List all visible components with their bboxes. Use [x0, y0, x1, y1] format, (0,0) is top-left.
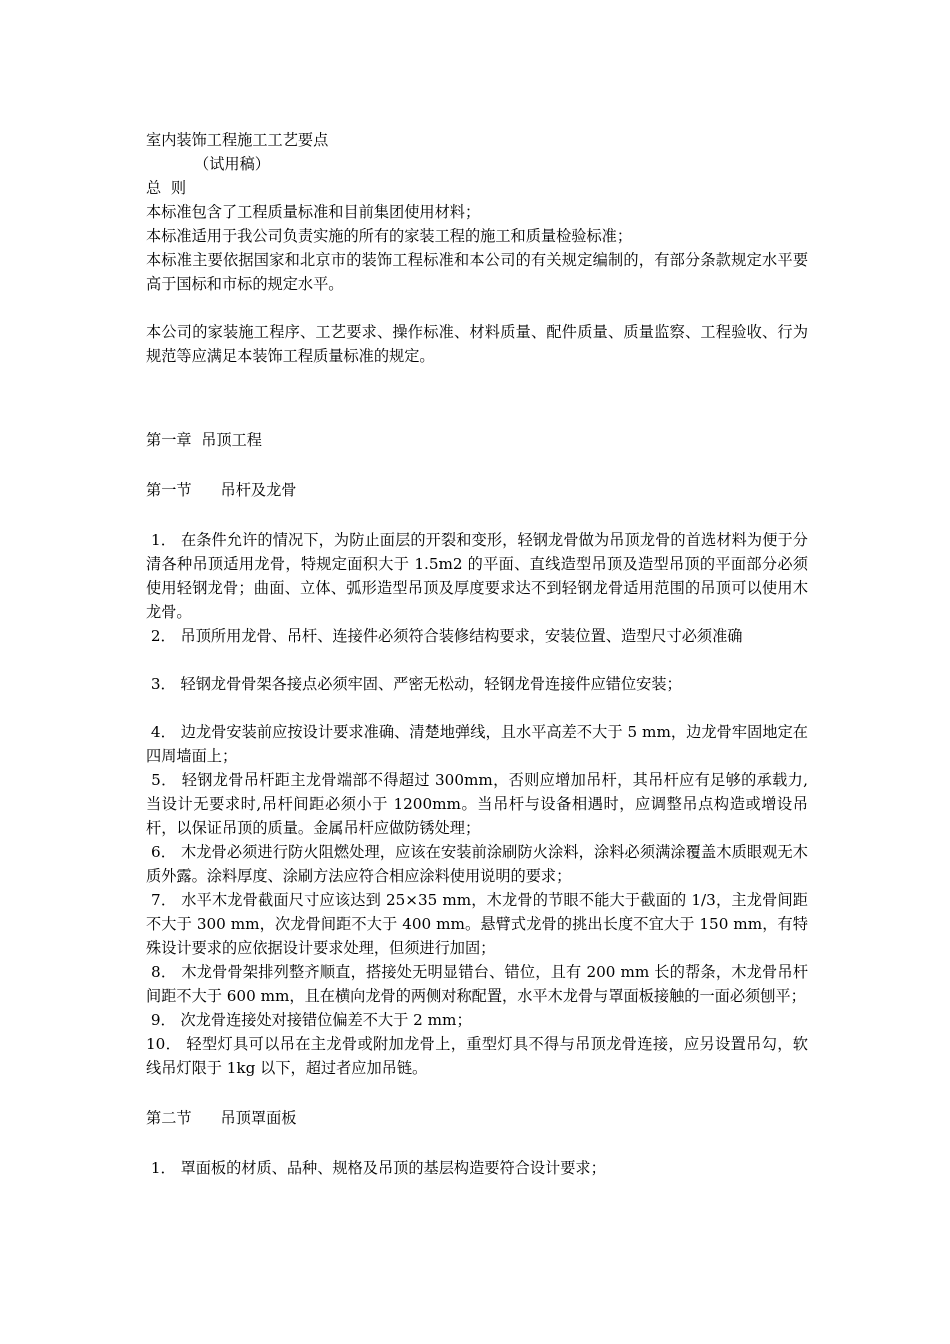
- list-item: 1． 罩面板的材质、品种、规格及吊顶的基层构造要符合设计要求；: [146, 1159, 606, 1177]
- list-item: 8． 木龙骨骨架排列整齐顺直，搭接处无明显错台、错位，且有 200 mm 长的帮条，木龙骨吊杆间距不大于 600 mm，且在横向龙骨的两侧对称配置，水平木龙骨与罩面板接触的一面必须刨平；: [146, 963, 809, 1005]
- list-item: 2． 吊顶所用龙骨、吊杆、连接件必须符合装修结构要求，安装位置、造型尺寸必须准确: [146, 627, 743, 645]
- document-title: 室内装饰工程施工工艺要点: [146, 131, 329, 149]
- general-heading: 总 则: [146, 179, 187, 197]
- list-item: 10． 轻型灯具可以吊在主龙骨或附加龙骨上，重型灯具不得与吊顶龙骨连接，应另设置吊勾，软线吊灯限于 1kg 以下，超过者应加吊链。: [146, 1035, 808, 1077]
- general-paragraph: 本公司的家装施工程序、工艺要求、操作标准、材料质量、配件质量、质量监察、工程验收、行为规范等应满足本装饰工程质量标准的规定。: [146, 323, 808, 365]
- section-heading: 第二节 吊顶罩面板: [146, 1109, 297, 1127]
- general-line: 本标准主要依据国家和北京市的装饰工程标准和本公司的有关规定编制的，有部分条款规定水平要高于国标和市标的规定水平。: [146, 251, 808, 293]
- list-item: 4． 边龙骨安装前应按设计要求准确、清楚地弹线，且水平高差不大于 5 mm，边龙骨牢固地定在四周墙面上；: [146, 723, 808, 765]
- list-item: 7． 水平木龙骨截面尺寸应该达到 25×35 mm，木龙骨的节眼不能大于截面的 1/3，主龙骨间距不大于 300 mm，次龙骨间距不大于 400 mm。悬臂式龙骨的挑出长度不宜大于 150 mm，有特殊设计要求的应依据设计要求处理，但须进行加固；: [146, 891, 808, 957]
- document-page: [146, 128, 808, 1180]
- chapter-heading: 第一章 吊顶工程: [146, 431, 262, 449]
- document-subtitle: （试用稿）: [194, 155, 270, 173]
- general-line: 本标准适用于我公司负责实施的所有的家装工程的施工和质量检验标准；: [146, 227, 632, 245]
- list-item: 5． 轻钢龙骨吊杆距主龙骨端部不得超过 300mm，否则应增加吊杆，其吊杆应有足够的承载力,当设计无要求时,吊杆间距必须小于 1200mm。当吊杆与设备相遇时，应调整吊点构造或增设吊杆，以保证吊顶的质量。金属吊杆应做防锈处理；: [146, 771, 809, 837]
- list-item: 1． 在条件允许的情况下，为防止面层的开裂和变形，轻钢龙骨做为吊顶龙骨的首选材料为便于分清各种吊顶适用龙骨，特规定面积大于 1.5m2 的平面、直线造型吊顶及造型吊顶的平面部分必须使用轻钢龙骨；曲面、立体、弧形造型吊顶及厚度要求达不到轻钢龙骨适用范围的吊顶可以使用木龙骨。: [146, 531, 808, 621]
- list-item: 9． 次龙骨连接处对接错位偏差不大于 2 mm；: [146, 1011, 472, 1029]
- list-item: 6． 木龙骨必须进行防火阻燃处理，应该在安装前涂刷防火涂料，涂料必须满涂覆盖木质眼观无木质外露。涂料厚度、涂刷方法应符合相应涂料使用说明的要求；: [146, 843, 808, 885]
- general-line: 本标准包含了工程质量标准和目前集团使用材料；: [146, 203, 481, 221]
- list-item: 3． 轻钢龙骨骨架各接点必须牢固、严密无松动，轻钢龙骨连接件应错位安装；: [146, 675, 682, 693]
- section-heading: 第一节 吊杆及龙骨: [146, 481, 297, 499]
